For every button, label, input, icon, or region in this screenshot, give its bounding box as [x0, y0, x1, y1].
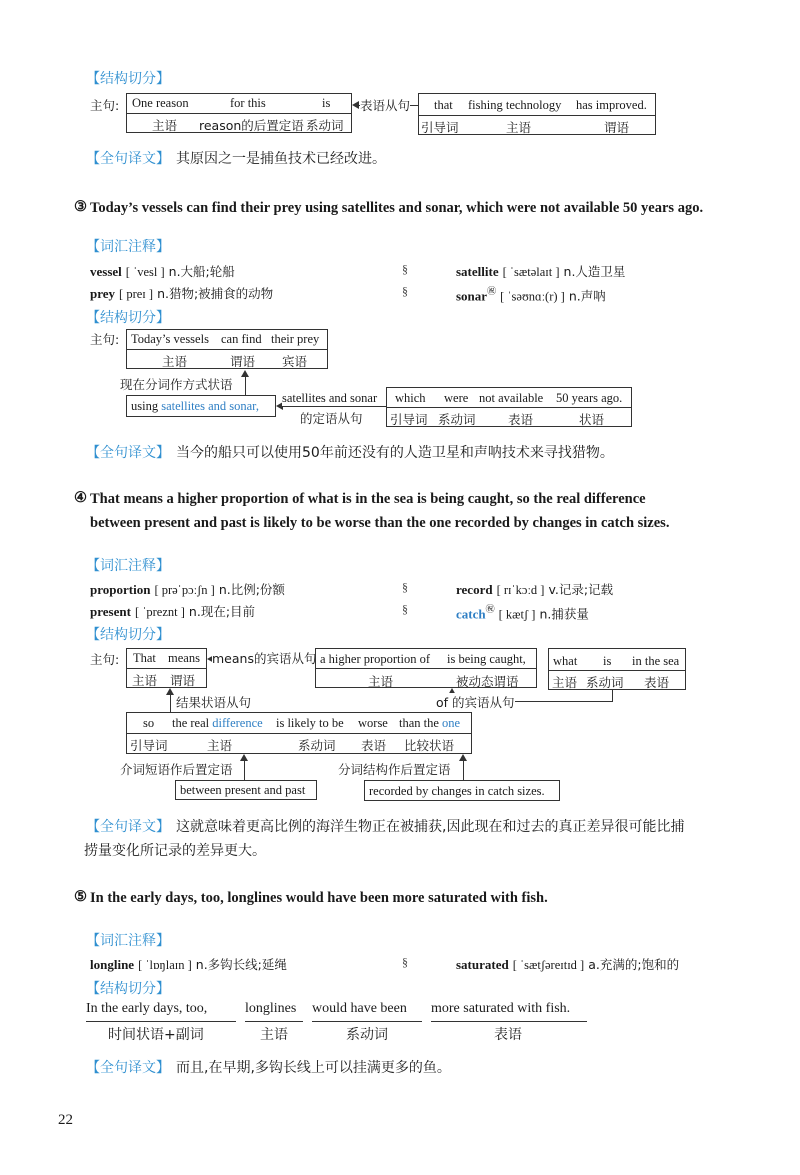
vocab-catch: catch㊗ [ kætʃ ] n.捕获量 [456, 604, 589, 622]
vocab-present: present [ ˈpreznt ] n.现在;目前 [90, 604, 256, 619]
s4-translation-line2: 捞量变化所记录的差异更大。 [84, 843, 266, 859]
vocab-longline: longline [ ˈlɒŋlaɪn ] n.多钩长线;延绳 [90, 957, 287, 972]
s5-translation: 而且,在早期,多钩长线上可以挂满更多的鱼。 [176, 1060, 451, 1076]
page-number: 22 [58, 1112, 73, 1128]
s3-sentence: Today’s vessels can find their prey using satellites and sonar, which were not available 50 years ago. [90, 200, 704, 216]
s2-verb: is [322, 96, 331, 110]
vocab-prey: prey [ preɪ ] n.猎物;被捕食的动物 [90, 286, 274, 301]
separator-icon: § [402, 262, 408, 276]
star-icon: ㊗ [485, 604, 495, 614]
s4-translation-line1: 这就意味着更高比例的海洋生物正在被捕获,因此现在和过去的真正差异很可能比捕 [176, 819, 685, 835]
vocab-record: record [ rɪˈkɔːd ] v.记录;记载 [456, 582, 614, 597]
s2-postmod: for this [230, 96, 266, 110]
s4-sentence-line1: That means a higher proportion of what is in the sea is being caught, so the real difference [90, 491, 646, 507]
s3-number: ③ [74, 199, 87, 215]
separator-icon: § [402, 284, 408, 298]
s3-translation: 当今的船只可以使用50年前还没有的人造卫星和声呐技术来寻找猎物。 [176, 445, 614, 461]
s5-sentence: In the early days, too, longlines would have been more saturated with fish. [90, 890, 548, 906]
separator-icon: § [402, 955, 408, 969]
s4-sentence-line2: between present and past is likely to be worse than the one recorded by changes in catch sizes. [90, 515, 670, 531]
vocab-vessel: vessel [ ˈvesl ] n.大船;轮船 [90, 264, 235, 279]
vocab-sonar: sonar㊗ [ ˈsəʊnɑː(r) ] n.声呐 [456, 286, 606, 304]
s2-translation: 其原因之一是捕鱼技术已经改进。 [176, 151, 386, 167]
pred-clause-label: 表语从句 [360, 98, 411, 113]
s3-participle-note: 现在分词作方式状语 [120, 377, 233, 392]
main-clause-label: 主句: [90, 98, 120, 113]
vocab-proportion: proportion [ prəˈpɔːʃn ] n.比例;份额 [90, 582, 285, 597]
star-icon: ㊗ [487, 286, 497, 296]
vocab-saturated: saturated [ ˈsætʃəreɪtɪd ] a.充满的;饱和的 [456, 957, 680, 972]
structure-label: 【结构切分】 [86, 71, 170, 87]
s2-subject: One reason [132, 96, 189, 110]
vocab-satellite: satellite [ ˈsætəlaɪt ] n.人造卫星 [456, 264, 626, 279]
separator-icon: § [402, 580, 408, 594]
separator-icon: § [402, 602, 408, 616]
